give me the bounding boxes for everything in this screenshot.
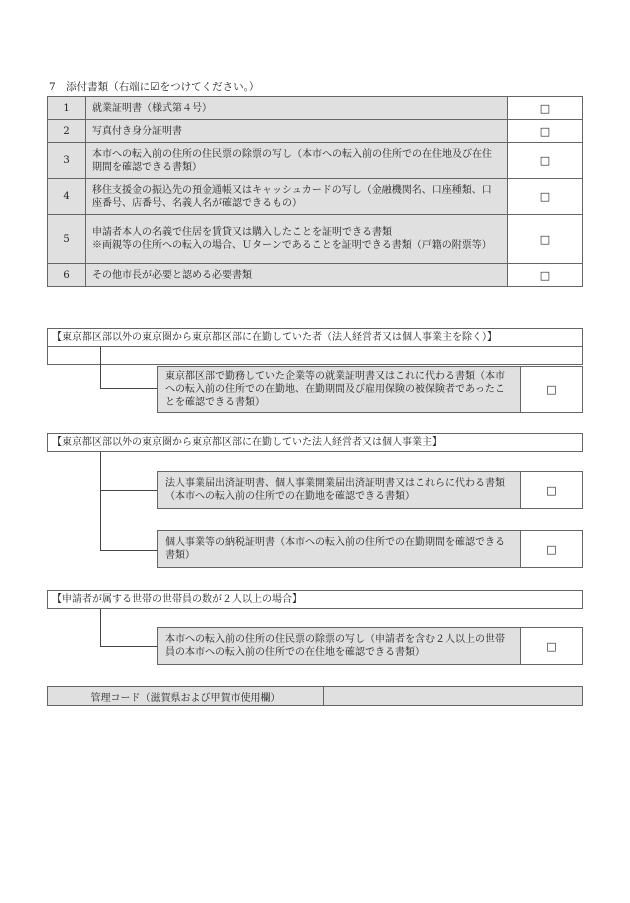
group-header-tokyo-commuter: 【東京都区部以外の東京圏から東京都区部に在勤していた者（法人経営者又は個人事業主を除く）】 [47,328,583,347]
connector-line [100,452,101,551]
group-item [157,366,583,413]
connector-line [100,388,157,389]
table-row [48,264,583,287]
group-item-text: 東京都区部で勤務していた企業等の就業証明書又はこれに代わる書類（本市への転入前の住所での在勤地、在勤期間及び雇用保険の被保険者であったことを確認できる書類） [158,367,521,412]
row-number: 2 [48,120,86,143]
management-code-label: 管理コード（滋賀県および甲賀市使用欄） [48,687,324,705]
document-text: 写真付き身分証明書 [86,120,508,143]
row-number: 1 [48,97,86,120]
section-title: 7 添付書類（右端に☑をつけてください。） [49,81,260,93]
document-checkbox[interactable]: □ [508,143,583,179]
connector-line [100,490,157,491]
table-row [48,143,583,179]
document-text: その他市長が必要と認める必要書類 [86,264,508,287]
connector-line [100,609,101,647]
group-item [157,471,583,509]
row-number: 3 [48,143,86,179]
document-checkbox[interactable]: □ [508,215,583,264]
group-header-tokyo-business: 【東京都区部以外の東京圏から東京都区部に在勤していた法人経営者又は個人事業主】 [47,433,583,452]
group-header-household: 【申請者が属する世帯の世帯員の数が２人以上の場合】 [47,590,583,609]
connector-line [100,550,157,551]
group-item-text: 個人事業等の納税証明書（本市への転入前の住所での在勤期間を確認できる書類） [158,531,521,567]
management-code-field [324,687,582,705]
group-item-text: 法人事業届出済証明書、個人事業開業届出済証明書又はこれらに代わる書類（本市への転入前の住所での在勤地を確認できる書類） [158,472,521,508]
group-item-checkbox[interactable]: □ [521,628,582,664]
group-item-checkbox[interactable]: □ [521,367,582,412]
table-row [48,97,583,120]
table-row [48,120,583,143]
document-checkbox[interactable]: □ [508,179,583,215]
document-text: 就業証明書（様式第４号） [86,97,508,120]
documents-table [47,96,583,287]
document-text: 申請者本人の名義で住居を賃貸又は購入したことを証明できる書類 ※両親等の住所への転入の場合、Ｕターンであることを証明できる書類（戸籍の附票等） [86,215,508,264]
row-number: 6 [48,264,86,287]
table-row [48,215,583,264]
document-text: 本市への転入前の住所の住民票の除票の写し（本市への転入前の住所での在住地及び在住期間を確認できる書類） [86,143,508,179]
row-number: 5 [48,215,86,264]
document-checkbox[interactable]: □ [508,264,583,287]
document-checkbox[interactable]: □ [508,97,583,120]
group-spacer-row [47,347,583,365]
row-number: 4 [48,179,86,215]
document-text: 移住支援金の振込先の預金通帳又はキャッシュカードの写し（金融機関名、口座種類、口座番号、店番号、名義人名が確認できるもの） [86,179,508,215]
group-item-checkbox[interactable]: □ [521,472,582,508]
group-item [157,530,583,568]
group-item-checkbox[interactable]: □ [521,531,582,567]
group-item [157,627,583,665]
table-row [48,179,583,215]
group-item-text: 本市への転入前の住所の住民票の除票の写し（申請者を含む２人以上の世帯員の本市への転入前の住所での在住地を確認できる書類） [158,628,521,664]
connector-line [100,646,157,647]
management-code-row [47,686,583,706]
connector-line [100,347,101,389]
document-checkbox[interactable]: □ [508,120,583,143]
